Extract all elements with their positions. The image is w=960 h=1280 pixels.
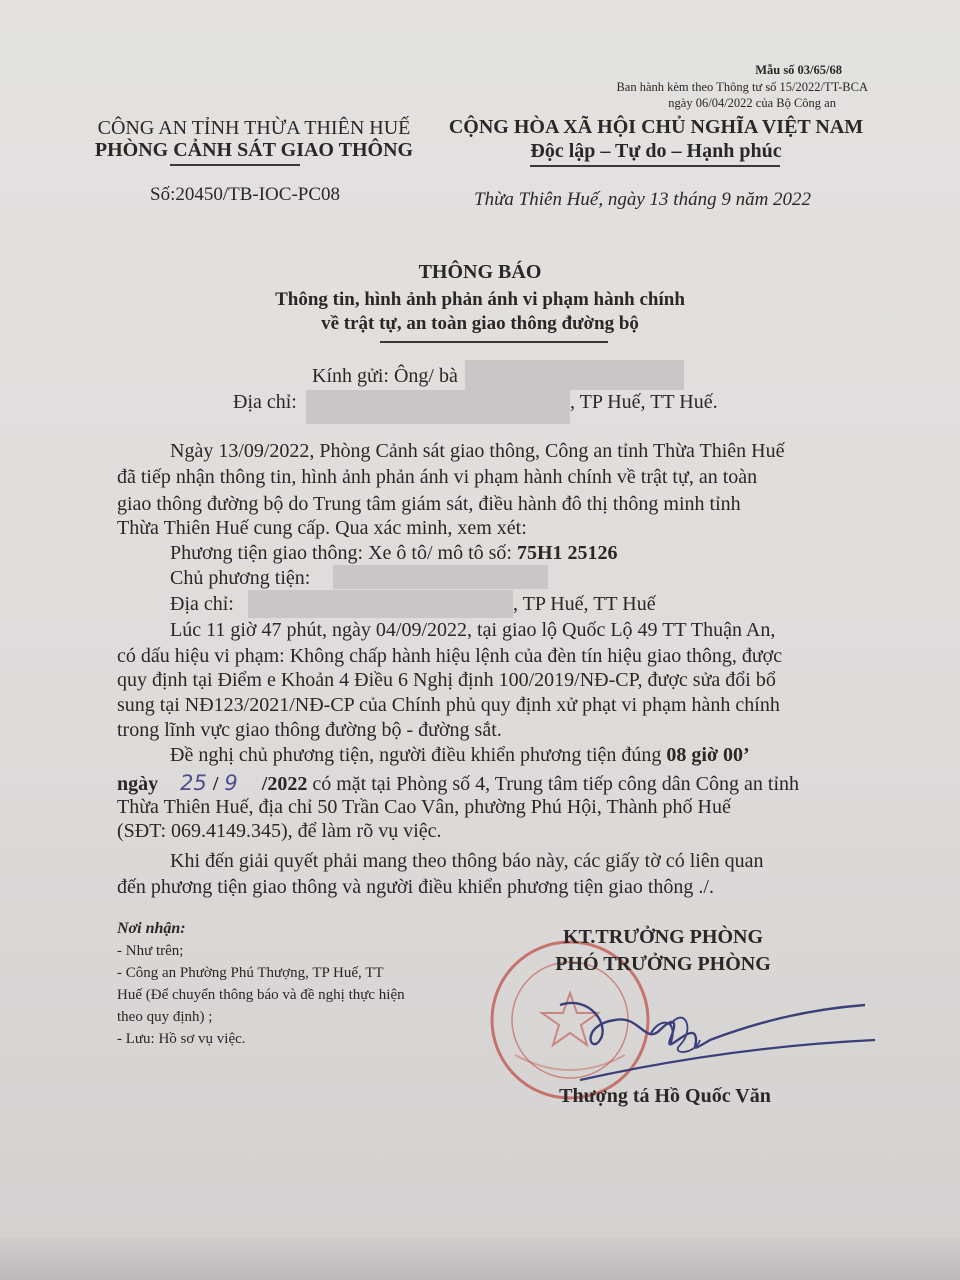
- place-date: Thừa Thiên Huế, ngày 13 tháng 9 năm 2022: [474, 189, 812, 210]
- redacted-owner: [333, 565, 548, 589]
- body-p4-l1: Khi đến giải quyết phải mang theo thông báo này, các giấy tờ có liên quan: [170, 850, 764, 872]
- org-department: PHÒNG CẢNH SÁT GIAO THÔNG: [94, 139, 414, 161]
- form-number: Mẫu số 03/65/68: [755, 63, 842, 77]
- document-subtitle-1: Thông tin, hình ảnh phản ánh vi phạm hành chính: [275, 289, 685, 310]
- owner-address-suffix: , TP Huế, TT Huế: [513, 593, 656, 615]
- appointment-year: /2022: [261, 773, 308, 795]
- vehicle-plate: 75H1 25126: [516, 542, 618, 564]
- recipients-heading: Nơi nhận:: [117, 920, 186, 937]
- body-p2-l1: Lúc 11 giờ 47 phút, ngày 04/09/2022, tại giao lộ Quốc Lộ 49 TT Thuận An,: [170, 619, 776, 641]
- body-p3-l4: (SĐT: 069.4149.345), để làm rõ vụ việc.: [117, 820, 442, 842]
- motto: Độc lập – Tự do – Hạnh phúc: [530, 140, 782, 162]
- document-subtitle-2: về trật tự, an toàn giao thông đường bộ: [321, 313, 639, 334]
- motto-underline: [530, 165, 780, 167]
- vehicle-label: Phương tiện giao thông: Xe ô tô/ mô tô số:: [170, 542, 517, 564]
- redacted-name: [465, 360, 684, 390]
- recipient-item: - Công an Phường Phú Thượng, TP Huế, TT: [117, 965, 384, 981]
- handwritten-signature: [520, 985, 880, 1095]
- title-underline: [380, 341, 608, 343]
- recipient-item: - Lưu: Hồ sơ vụ việc.: [117, 1031, 246, 1047]
- document-number: Số:20450/TB-IOC-PC08: [150, 184, 341, 205]
- nation-name: CỘNG HÒA XÃ HỘI CHỦ NGHĨA VIỆT NAM: [448, 116, 864, 138]
- appointment-day-label: ngày: [117, 773, 159, 795]
- recipient-item: theo quy định) ;: [117, 1009, 213, 1025]
- body-p4-l2: đến phương tiện giao thông và người điều khiển phương tiện giao thông ./.: [117, 876, 714, 898]
- owner-address-label: Địa chỉ:: [170, 593, 234, 615]
- body-p2-l5: trong lĩnh vực giao thông đường bộ - đường sắt.: [117, 719, 502, 741]
- org-name: CÔNG AN TỈNH THỪA THIÊN HUẾ: [97, 117, 411, 139]
- body-p3-l1: [170, 744, 750, 767]
- body-p3-text: Đề nghị chủ phương tiện, người điều khiển phương tiện đúng: [170, 744, 667, 766]
- handwritten-day: 25: [180, 771, 207, 795]
- body-p1-l3: giao thông đường bộ do Trung tâm giám sát, điều hành đô thị thông minh tỉnh: [117, 493, 741, 515]
- body-p2-l2: có dấu hiệu vi phạm: Không chấp hành hiệu lệnh của đèn tín hiệu giao thông, được: [117, 645, 783, 667]
- handwritten-month: 9: [224, 771, 238, 795]
- org-underline: [170, 164, 300, 166]
- redacted-address: [306, 390, 570, 424]
- document-title: THÔNG BÁO: [418, 261, 542, 283]
- body-p1-l1: Ngày 13/09/2022, Phòng Cảnh sát giao thông, Công an tỉnh Thừa Thiên Huế: [170, 440, 785, 462]
- redacted-owner-address: [248, 590, 513, 618]
- body-p3-l2-rest: có mặt tại Phòng số 4, Trung tâm tiếp công dân Công an tỉnh: [307, 773, 799, 795]
- owner-label: Chủ phương tiện:: [170, 567, 311, 589]
- signature-title-2: PHÓ TRƯỞNG PHÒNG: [555, 953, 771, 975]
- signer-name: Thượng tá Hồ Quốc Văn: [559, 1085, 771, 1107]
- vehicle-line: [170, 542, 618, 565]
- body-p1-l4: Thừa Thiên Huế cung cấp. Qua xác minh, xem xét:: [117, 517, 527, 539]
- body-p3-l2: [117, 771, 799, 796]
- address-suffix: , TP Huế, TT Huế.: [570, 391, 718, 413]
- recipient-item: Huế (Để chuyển thông báo và đề nghị thực hiện: [117, 987, 405, 1003]
- address-label: Địa chỉ:: [233, 391, 297, 413]
- issued-with-line-1: Ban hành kèm theo Thông tư số 15/2022/TT-BCA: [616, 80, 868, 94]
- recipient-item: - Như trên;: [117, 943, 184, 959]
- body-p2-l3: quy định tại Điểm e Khoản 4 Điều 6 Nghị định 100/2019/NĐ-CP, được sửa đổi bổ: [117, 669, 776, 691]
- recipients-block: [117, 918, 405, 1050]
- date-separator: /: [212, 773, 219, 795]
- table-surface: [0, 1238, 960, 1280]
- body-p1-l2: đã tiếp nhận thông tin, hình ảnh phản ánh vi phạm hành chính về trật tự, an toàn: [117, 466, 758, 488]
- signature-title-1: KT.TRƯỞNG PHÒNG: [563, 926, 763, 948]
- body-p3-l3: Thừa Thiên Huế, địa chỉ 50 Trần Cao Vân, phường Phú Hội, Thành phố Huế: [117, 796, 731, 818]
- body-p2-l4: sung tại NĐ123/2021/NĐ-CP của Chính phủ quy định xử phạt vi phạm hành chính: [117, 694, 780, 716]
- issued-with-line-2: ngày 06/04/2022 của Bộ Công an: [668, 96, 836, 110]
- greeting: Kính gửi: Ông/ bà: [312, 365, 458, 387]
- appointment-time: 08 giờ 00’: [666, 744, 750, 766]
